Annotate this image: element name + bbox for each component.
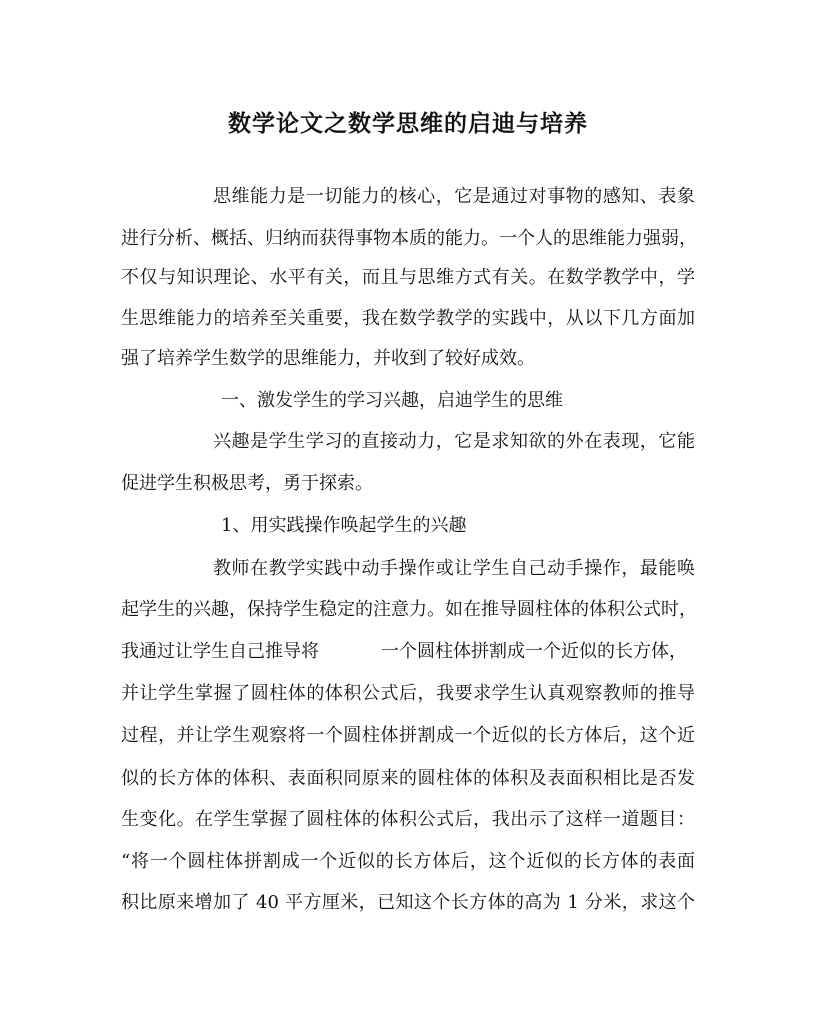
line-segment: 一个圆柱体拼割成一个近似的长方体， — [381, 641, 687, 662]
paragraph-line: 过程，并让学生观察将一个圆柱体拼割成一个近似的长方体后，这个近 — [121, 725, 695, 746]
paragraph-line: 教师在教学实践中动手操作或让学生自己动手操作，最能唤 — [213, 558, 695, 579]
paragraph-line: 思维能力是一切能力的核心，它是通过对事物的感知、表象 — [213, 186, 695, 207]
paragraph-line: 起学生的兴趣，保持学生稳定的注意力。如在推导圆柱体的体积公式时， — [121, 599, 697, 620]
paragraph-line: 不仅与知识理论、水平有关，而且与思维方式有关。在数学教学中，学 — [121, 267, 695, 288]
paragraph-line: “将一个圆柱体拼割成一个近似的长方体后，这个近似的长方体的表面 — [121, 851, 695, 872]
line-segment: 我通过让学生自己推导将 — [121, 641, 319, 662]
paragraph-line: 促进学生积极思考，勇于探索。 — [121, 473, 373, 494]
paragraph-line: 进行分析、概括、归纳而获得事物本质的能力。一个人的思维能力强弱， — [121, 228, 697, 249]
paragraph-line: 兴趣是学生学习的直接动力，它是求知欲的外在表现，它能 — [213, 431, 695, 452]
paragraph-line — [121, 638, 695, 666]
paragraph-line: 生思维能力的培养至关重要，我在数学教学的实践中，从以下几方面加 — [121, 308, 695, 329]
paragraph-line: 生变化。在学生掌握了圆柱体的体积公式后，我出示了这样一道题目： — [121, 809, 695, 830]
document-title: 数学论文之数学思维的启迪与培养 — [228, 110, 588, 137]
subsection-heading: 1、用实践操作唤起学生的兴趣 — [221, 515, 467, 536]
section-heading: 一、激发学生的学习兴趣，启迪学生的思维 — [221, 390, 563, 411]
paragraph-line: 强了培养学生数学的思维能力，并收到了较好成效。 — [121, 348, 535, 369]
paragraph-line: 似的长方体的体积、表面积同原来的圆柱体的体积及表面积相比是否发 — [121, 768, 695, 789]
paragraph-line: 积比原来增加了 40 平方厘米，已知这个长方体的高为 1 分米，求这个 — [121, 892, 695, 913]
paragraph-line: 并让学生掌握了圆柱体的体积公式后，我要求学生认真观察教师的推导 — [121, 683, 695, 704]
